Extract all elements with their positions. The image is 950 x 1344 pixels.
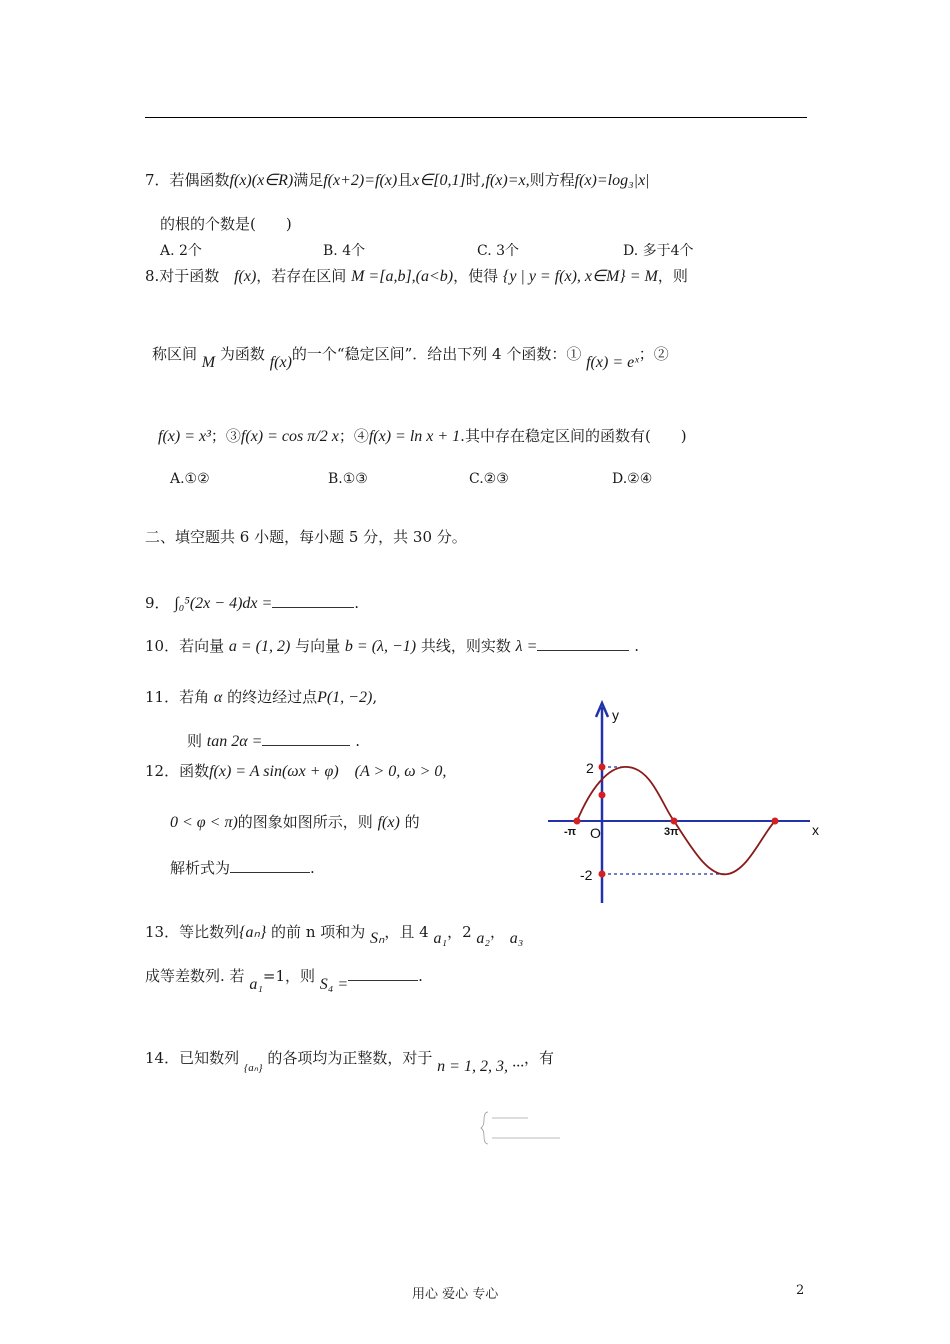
q10-answer-blank[interactable]	[537, 650, 629, 651]
q11-answer-blank[interactable]	[262, 745, 350, 746]
q12-line1	[145, 761, 446, 782]
section2-heading: 二、填空题共 6 小题，每小题 5 分，共 30 分。	[145, 528, 467, 546]
q13-t4: ，	[489, 923, 505, 941]
q11-line1	[145, 687, 377, 708]
header-rule	[145, 117, 807, 118]
q8-l3a: ；③	[210, 427, 241, 445]
q12-answer-blank[interactable]	[230, 872, 310, 873]
q8-option-a: A.①②	[170, 471, 210, 487]
q8-l2c: 的一个“稳定区间”．给出下列 4 个函数：①	[291, 345, 582, 363]
q8-l2b: 为函数	[219, 345, 265, 363]
q8-option-d: D.②④	[612, 471, 653, 487]
q14-an: {aₙ}	[243, 1062, 263, 1074]
q8-l3b: ；④	[338, 427, 369, 445]
q13-line2	[145, 966, 423, 993]
y-axis-label: y	[612, 707, 619, 723]
q12-line3	[170, 858, 315, 878]
q10-number: 10．若向量	[145, 637, 225, 655]
q13-l2a: 成等差数列. 若	[145, 967, 245, 985]
q7-f1: f(x)(x∈R)	[229, 172, 294, 189]
page-number: 2	[796, 1283, 805, 1298]
tick-neg-pi: -π	[564, 826, 577, 838]
q11-t1: 的终边经过点	[227, 688, 318, 706]
q12-l3: 解析式为	[170, 859, 231, 877]
q9-answer-blank[interactable]	[272, 607, 354, 608]
q11-tan: tan 2α =	[206, 733, 263, 750]
q7-line1	[145, 170, 650, 191]
q14-t2: ，有	[523, 1049, 554, 1067]
q8-t3: ，则	[657, 267, 688, 285]
q13-sn: Sₙ	[370, 930, 385, 947]
q9-expr: ∫₀⁵(2x − 4)dx =	[174, 595, 273, 612]
q13-l2b: =1，则	[262, 967, 316, 985]
q8-f3: {y | y = f(x), x∈M} = M	[502, 268, 658, 285]
q8-f2: M =[a,b],(a<b)	[351, 268, 454, 285]
piecewise-formula-image	[480, 1108, 570, 1151]
tick-y-neg2: -2	[580, 867, 593, 883]
q13-t1: 的前 n 项和为	[271, 923, 366, 941]
q12-l2f: f(x)	[377, 814, 400, 831]
q7-t2: 且	[397, 171, 413, 189]
q8-number: 8.对于函数	[145, 267, 220, 285]
q14-n: n = 1, 2, 3, ···	[437, 1058, 524, 1075]
q10-vector-b: b = (λ, −1)	[344, 638, 417, 655]
q14-number: 14．已知数列	[145, 1049, 240, 1067]
tick-y-2: 2	[586, 760, 594, 776]
point-neg-pi	[574, 818, 581, 825]
q12-line2	[170, 812, 420, 833]
q7-f3: x∈[0,1]	[412, 172, 466, 189]
q13-a3: a₃	[509, 930, 524, 947]
q11-alpha: α	[213, 689, 223, 706]
tick-3pi: 3π	[664, 826, 679, 838]
sine-graph	[540, 695, 830, 910]
q9-number: 9．	[145, 594, 170, 612]
point-y-neg2	[599, 871, 606, 878]
q10-line	[145, 636, 639, 657]
q11-l2a: 则	[187, 732, 203, 750]
q12-l2c: 的	[404, 813, 420, 831]
origin-label: O	[590, 825, 601, 841]
q11-number: 11．若角	[145, 688, 210, 706]
q12-phi-range: 0 < φ < π)	[170, 814, 238, 831]
q9-end: .	[354, 594, 360, 612]
q13-end: .	[418, 967, 423, 985]
q8-line2	[152, 344, 669, 371]
q13-a1: a₁	[433, 930, 448, 947]
q13-t3: ，2	[447, 923, 472, 941]
point-y-intercept	[599, 792, 606, 799]
q10-vector-a: a = (1, 2)	[228, 638, 291, 655]
q13-s4: S₄ =	[319, 976, 349, 993]
q10-lambda: λ =	[515, 638, 538, 655]
q11-t2: ,	[372, 688, 378, 706]
x-axis-label: x	[812, 822, 819, 838]
q12-end: .	[310, 859, 315, 877]
q8-l2f1: f(x) = eˣ	[586, 354, 639, 371]
piecewise-formula-sketch	[480, 1108, 570, 1148]
q8-l2f: f(x)	[269, 354, 292, 371]
q7-t4: 则方程	[529, 171, 575, 189]
q7-option-b: B. 4个	[323, 243, 366, 259]
q8-line3	[158, 426, 687, 447]
q8-l2d: ；②	[638, 345, 669, 363]
q7-t3: 时,	[465, 171, 486, 189]
q8-l2a: 称区间	[152, 345, 198, 363]
q8-line1	[145, 266, 688, 287]
q11-end: .	[355, 732, 360, 750]
q13-an: {aₙ}	[239, 924, 267, 941]
q14-line1	[145, 1048, 554, 1075]
q13-line1	[145, 922, 524, 947]
point-3pi	[671, 818, 678, 825]
q12-number: 12．函数	[145, 762, 210, 780]
q13-a2: a₂	[476, 930, 490, 947]
q7-f2: f(x+2)=f(x)	[323, 172, 398, 189]
q8-t2: ，使得	[453, 267, 499, 285]
q13-t2: ，且 4	[384, 923, 429, 941]
q12-l2b: 的图象如图所示，则	[237, 813, 373, 831]
q9-line	[145, 593, 359, 614]
q7-f4: f(x)=x,	[485, 172, 530, 189]
q10-t1: 与向量	[295, 637, 341, 655]
q10-end: .	[634, 637, 639, 655]
q10-t2: 共线，则实数	[420, 637, 511, 655]
q12-function: f(x) = A sin(ωx + φ) (A > 0, ω > 0,	[209, 763, 447, 780]
q7-option-a: A. 2个	[160, 243, 202, 259]
q13-number: 13．等比数列	[145, 923, 240, 941]
q8-l2m: M	[201, 354, 216, 371]
q8-t1: ，若存在区间	[256, 267, 347, 285]
q8-option-b: B.①③	[328, 471, 368, 487]
q8-option-c: C.②③	[469, 471, 509, 487]
q7-f5: f(x)=log₃|x|	[574, 172, 650, 189]
q11-point: P(1, −2)	[317, 689, 373, 706]
q14-t1: 的各项均为正整数，对于	[267, 1049, 433, 1067]
q7-number: 7．若偶函数	[145, 171, 230, 189]
q13-answer-blank[interactable]	[348, 980, 418, 981]
q8-f1: f(x)	[234, 268, 257, 285]
q7-option-c: C. 3个	[477, 243, 520, 259]
q8-l3f4: f(x) = ln x + 1	[368, 428, 461, 445]
point-end	[772, 818, 779, 825]
point-y-2	[599, 764, 606, 771]
q8-l3f3: f(x) = cos π/2 x	[240, 428, 339, 445]
q7-option-d: D. 多于4个	[623, 243, 694, 259]
q7-t1: 满足	[293, 171, 324, 189]
q13-l2a1: a₁	[249, 976, 263, 993]
footer-text: 用心 爱心 专心	[412, 1287, 499, 1302]
q8-l3f2: f(x) = x³	[158, 428, 211, 445]
q11-line2	[187, 731, 360, 752]
q8-l3c: .其中存在稳定区间的函数有( )	[460, 427, 687, 445]
q7-line2: 的根的个数是( )	[160, 215, 292, 233]
